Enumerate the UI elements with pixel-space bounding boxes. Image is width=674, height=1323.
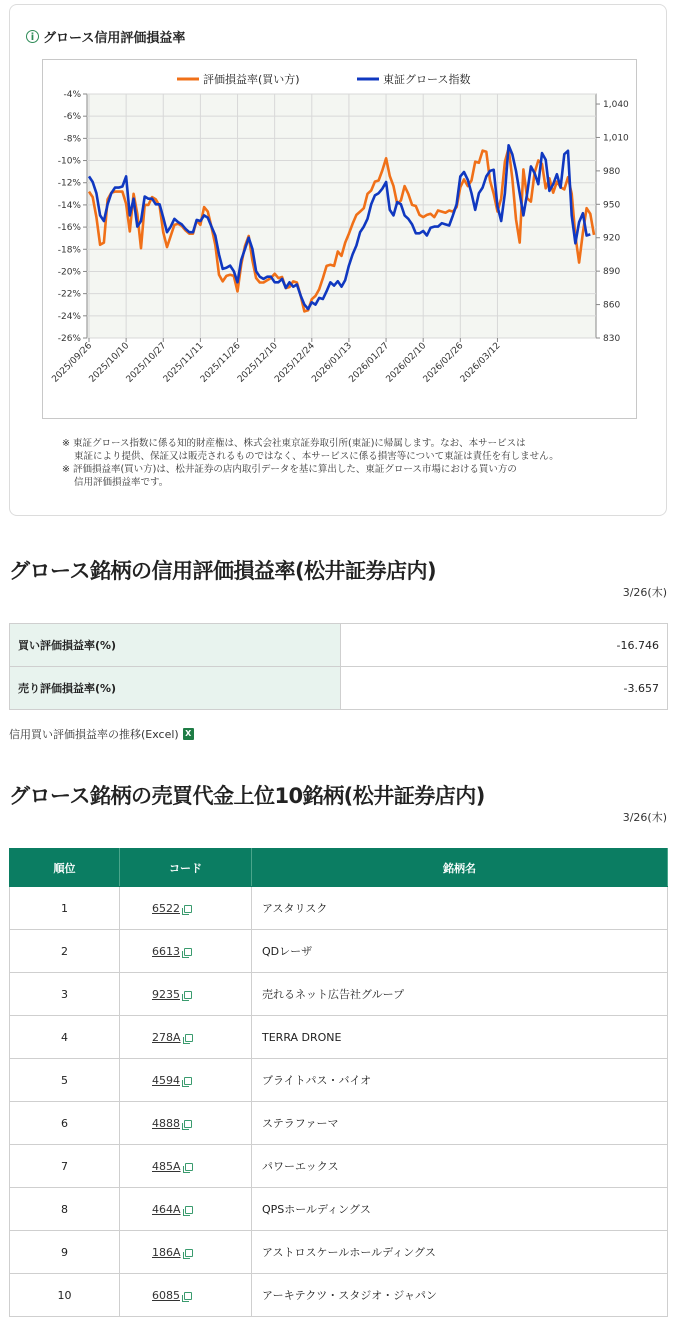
y-left-tick-label: -16%	[57, 223, 81, 234]
info-icon[interactable]: i	[26, 30, 39, 43]
table-row	[10, 1274, 668, 1317]
x-tick-label: 2025/10/27	[124, 341, 169, 385]
table-row	[10, 1016, 668, 1059]
copy-icon[interactable]	[184, 1077, 192, 1085]
x-tick-label: 2026/01/13	[310, 341, 355, 385]
stock-code-link[interactable]: 4594	[152, 1073, 180, 1087]
x-tick-label: 2026/02/10	[384, 341, 429, 385]
rank-cell: 5	[10, 1059, 120, 1102]
stock-code-link[interactable]: 464A	[152, 1202, 181, 1216]
x-tick-label: 2025/09/26	[50, 341, 95, 385]
excel-icon[interactable]: X	[183, 728, 194, 740]
y-right-tick-label: 860	[603, 300, 621, 311]
table-row	[10, 624, 668, 667]
stock-code-link[interactable]: 6522	[152, 901, 180, 915]
margin-pl-table	[9, 623, 668, 710]
y-left-tick-label: -10%	[57, 156, 81, 167]
copy-icon[interactable]	[184, 905, 192, 913]
copy-icon[interactable]	[185, 1249, 193, 1257]
stock-code-link[interactable]: 6613	[152, 944, 180, 958]
copy-icon[interactable]	[184, 1292, 192, 1300]
y-left-tick-label: -18%	[57, 245, 81, 256]
note-line: 東証により提供、保証又は販売されるものではなく、本サービスに係る損害等について東証は責任を有しません。	[74, 451, 559, 462]
column-header-code: コード	[120, 849, 252, 887]
stock-name-cell: 売れるネット広告社グループ	[252, 973, 668, 1016]
table-header-row	[10, 849, 668, 887]
table-row	[10, 973, 668, 1016]
code-cell	[120, 930, 252, 973]
code-cell	[120, 973, 252, 1016]
stock-code-link[interactable]: 485A	[152, 1159, 181, 1173]
code-cell	[120, 1274, 252, 1317]
stock-name-cell: ステラファーマ	[252, 1102, 668, 1145]
y-left-tick-label: -20%	[57, 267, 81, 278]
x-tick-label: 2025/12/24	[273, 341, 317, 385]
rank-cell: 6	[10, 1102, 120, 1145]
y-left-tick-label: -22%	[57, 289, 81, 300]
rank-cell: 2	[10, 930, 120, 973]
stock-name-cell: アストロスケールホールディングス	[252, 1231, 668, 1274]
excel-download-link[interactable]	[9, 726, 194, 742]
y-left-tick-label: -4%	[63, 90, 81, 100]
code-cell	[120, 1059, 252, 1102]
x-tick-label: 2025/11/11	[161, 341, 206, 385]
stock-name-cell: パワーエックス	[252, 1145, 668, 1188]
stock-name-cell: QPSホールディングス	[252, 1188, 668, 1231]
chart-frame	[42, 59, 637, 419]
margin-pl-heading: グロース銘柄の信用評価損益率(松井証券店内)	[9, 559, 437, 583]
x-tick-label: 2025/11/26	[198, 341, 243, 385]
note-line: ※ 東証グロース指数に係る知的財産権は、株式会社東京証券取引所(東証)に帰属します。なお、本サービスは	[62, 438, 526, 449]
y-left-tick-label: -8%	[63, 134, 81, 145]
rank-cell: 1	[10, 887, 120, 930]
code-cell	[120, 1188, 252, 1231]
sell-pl-value: -3.657	[341, 667, 668, 710]
rank-cell: 8	[10, 1188, 120, 1231]
copy-icon[interactable]	[184, 1120, 192, 1128]
rank-cell: 7	[10, 1145, 120, 1188]
chart-card-title	[26, 27, 185, 46]
y-left-tick-label: -12%	[57, 178, 81, 189]
y-left-tick-label: -6%	[63, 112, 81, 123]
copy-icon[interactable]	[185, 1034, 193, 1042]
legend-label: 評価損益率(買い方)	[203, 73, 300, 86]
note-line: ※ 評価損益率(買い方)は、松井証券の店内取引データを基に算出した、東証グロース市場における買い方の	[62, 464, 517, 475]
ranking-table	[9, 848, 668, 1317]
table-row	[10, 1188, 668, 1231]
y-right-tick-label: 1,040	[603, 100, 629, 111]
stock-name-cell: アスタリスク	[252, 887, 668, 930]
chart-notes	[62, 437, 559, 489]
y-right-tick-label: 1,010	[603, 133, 629, 144]
column-header-rank: 順位	[10, 849, 120, 887]
y-left-tick-label: -24%	[57, 311, 81, 322]
y-right-tick-label: 920	[603, 233, 621, 244]
rank-cell: 4	[10, 1016, 120, 1059]
code-cell	[120, 1145, 252, 1188]
x-tick-label: 2026/02/26	[421, 341, 466, 385]
excel-link-text[interactable]: 信用買い評価損益率の推移(Excel)	[9, 728, 179, 741]
stock-code-link[interactable]: 6085	[152, 1288, 180, 1302]
code-cell	[120, 1102, 252, 1145]
copy-icon[interactable]	[184, 948, 192, 956]
legend-label: 東証グロース指数	[383, 73, 471, 86]
column-header-name: 銘柄名	[252, 849, 668, 887]
buy-pl-label: 買い評価損益率(%)	[10, 624, 341, 667]
stock-code-link[interactable]: 278A	[152, 1030, 181, 1044]
stock-name-cell: ブライトパス・バイオ	[252, 1059, 668, 1102]
table-row	[10, 667, 668, 710]
rank-cell: 10	[10, 1274, 120, 1317]
sell-pl-label: 売り評価損益率(%)	[10, 667, 341, 710]
chart-card-title-text: グロース信用評価損益率	[43, 31, 186, 46]
rank-cell: 3	[10, 973, 120, 1016]
y-right-tick-label: 830	[603, 334, 621, 344]
x-tick-label: 2025/12/10	[236, 341, 280, 385]
margin-pl-date: 3/26(木)	[622, 586, 667, 599]
ranking-heading: グロース銘柄の売買代金上位10銘柄(松井証券店内)	[9, 784, 485, 808]
note-line: 信用評価損益率です。	[74, 477, 169, 488]
table-row	[10, 930, 668, 973]
copy-icon[interactable]	[185, 1163, 193, 1171]
table-row	[10, 887, 668, 930]
y-right-tick-label: 890	[603, 267, 621, 278]
stock-code-link[interactable]: 4888	[152, 1116, 180, 1130]
code-cell	[120, 1016, 252, 1059]
ranking-date: 3/26(木)	[622, 811, 667, 824]
buy-pl-value: -16.746	[341, 624, 668, 667]
stock-name-cell: QDレーザ	[252, 930, 668, 973]
table-row	[10, 1059, 668, 1102]
rank-cell: 9	[10, 1231, 120, 1274]
code-cell	[120, 1231, 252, 1274]
y-left-tick-label: -14%	[57, 200, 81, 211]
stock-code-link[interactable]: 186A	[152, 1245, 181, 1259]
table-row	[10, 1231, 668, 1274]
table-row	[10, 1102, 668, 1145]
x-tick-label: 2026/01/27	[347, 341, 392, 385]
table-row	[10, 1145, 668, 1188]
margin-pl-chart-card	[9, 4, 667, 516]
y-right-tick-label: 950	[603, 200, 621, 211]
x-tick-label: 2025/10/10	[87, 341, 132, 385]
stock-code-link[interactable]: 9235	[152, 987, 180, 1001]
code-cell	[120, 887, 252, 930]
stock-name-cell: TERRA DRONE	[252, 1016, 668, 1059]
y-left-tick-label: -26%	[57, 334, 81, 344]
copy-icon[interactable]	[184, 991, 192, 999]
x-tick-label: 2026/03/12	[458, 341, 503, 385]
line-chart	[43, 60, 636, 418]
y-right-tick-label: 980	[603, 166, 621, 177]
stock-name-cell: アーキテクツ・スタジオ・ジャパン	[252, 1274, 668, 1317]
copy-icon[interactable]	[185, 1206, 193, 1214]
